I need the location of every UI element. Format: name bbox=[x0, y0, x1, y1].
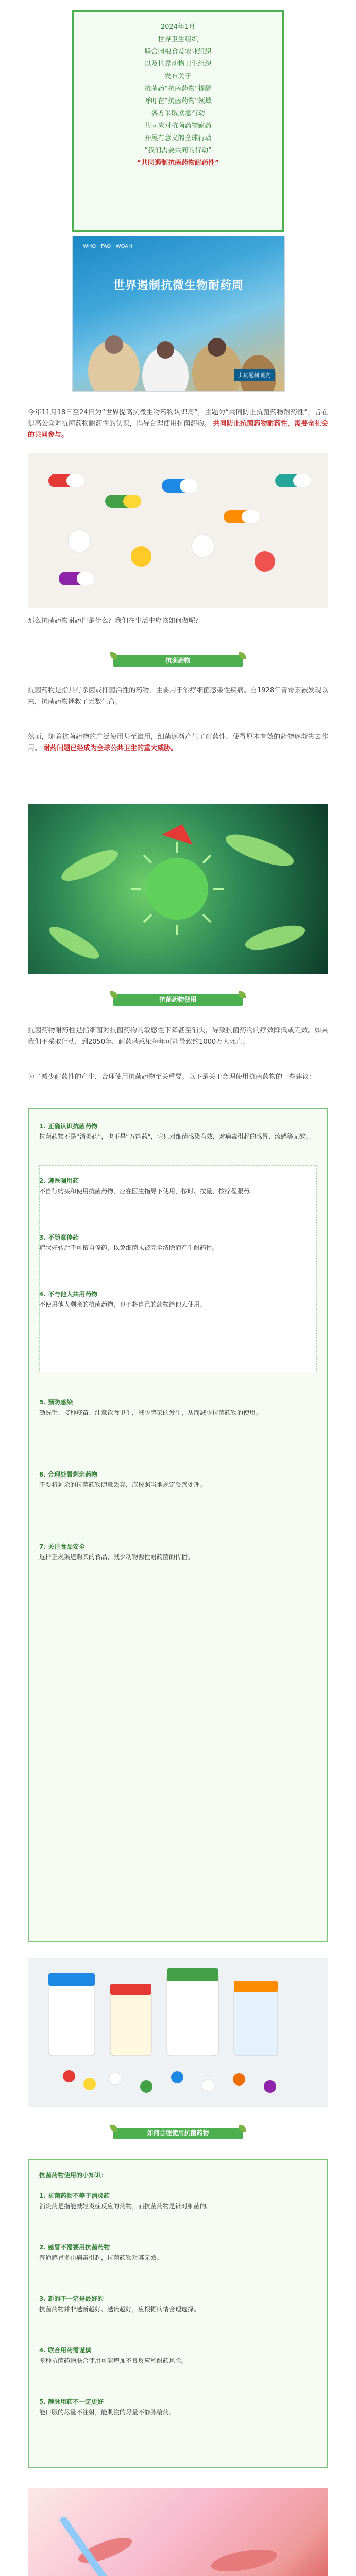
section-banner bbox=[113, 2123, 243, 2143]
guide-heading: 3. 不随意停药 bbox=[39, 1234, 79, 1241]
paragraph bbox=[28, 1072, 328, 1083]
pills-photo bbox=[28, 453, 328, 608]
tip-heading: 5. 静脉用药不一定更好 bbox=[39, 2398, 104, 2405]
organization-logos: WHO · FAO · WOAH bbox=[83, 244, 132, 249]
lab-image bbox=[28, 2488, 328, 2576]
guide-item bbox=[39, 1469, 317, 1490]
intro-text bbox=[74, 21, 282, 170]
tip-heading: 2. 感冒不需要用抗菌药物 bbox=[39, 2244, 110, 2251]
guide-heading: 7. 关注食品安全 bbox=[39, 1543, 86, 1550]
intro-line: 抗菌药“抗菌药物”提醒 bbox=[144, 85, 212, 93]
tips-intro-text: 抗菌药物使用的小知识： bbox=[39, 2172, 108, 2179]
guide-heading: 1. 正确认识抗菌药物 bbox=[39, 1123, 98, 1130]
paragraph bbox=[28, 407, 328, 441]
paragraph-text: 抗菌药物是指具有杀菌或抑菌活性的药物，主要用于治疗细菌感染性疾病。自1928年青霉素被发现以来，抗菌药物拯救了无数生命。 bbox=[28, 687, 328, 706]
guide-item bbox=[39, 1289, 317, 1310]
section-title: 抗菌药物使用 bbox=[159, 996, 197, 1003]
tip-body: 消炎药是指能减轻炎症反应的药物，而抗菌药物是针对细菌的。 bbox=[39, 2202, 213, 2210]
bacteria-illustration bbox=[28, 804, 328, 974]
tips-intro bbox=[39, 2170, 317, 2180]
cover-tag: 共同遏制 耐药 bbox=[234, 369, 275, 381]
section-banner bbox=[113, 989, 243, 1010]
medicine-bottles-illustration bbox=[28, 1958, 328, 2107]
pills-illustration bbox=[28, 453, 328, 608]
intro-line: 开展有意义的全球行动 bbox=[144, 134, 212, 142]
section-banner bbox=[113, 650, 243, 671]
guide-heading: 6. 合理处置剩余药物 bbox=[39, 1471, 98, 1478]
cover-title: 世界遏制抗微生物耐药周 bbox=[113, 279, 244, 292]
tip-body: 普通感冒多由病毒引起，抗菌药物对其无效。 bbox=[39, 2254, 163, 2261]
guide-body: 抗菌药物不是“消炎药”，也不是“万能药”，它只对细菌感染有效，对病毒引起的感冒、流感等无效。 bbox=[39, 1133, 312, 1140]
paragraph-text: 抗菌药物耐药性是指细菌对抗菌药物的敏感性下降甚至消失，导致抗菌药物的疗效降低或无效。如果我们不采取行动，到2050年，耐药菌感染每年可能导致约1000万人死亡。 bbox=[28, 1027, 328, 1046]
guide-body: 不自行购买和使用抗菌药物，应在医生指导下使用，按时、按量、按疗程服药。 bbox=[39, 1188, 256, 1195]
guide-body: 症状好转后不可擅自停药，以免细菌未被完全清除而产生耐药性。 bbox=[39, 1244, 219, 1251]
intro-line: 以及世界动物卫生组织 bbox=[144, 60, 212, 68]
guide-inner-card bbox=[39, 1165, 317, 1372]
bacteria-illustration bbox=[28, 2488, 328, 2576]
section-title: 如何合理使用抗菌药物 bbox=[147, 2129, 209, 2137]
tip-item bbox=[39, 2191, 317, 2211]
guide-item bbox=[39, 1176, 317, 1196]
guide-body: 不使用他人剩余的抗菌药物，也不将自己的药物给他人使用。 bbox=[39, 1301, 207, 1308]
tip-heading: 1. 抗菌药物不等于消炎药 bbox=[39, 2192, 110, 2199]
guide-item bbox=[39, 1232, 317, 1253]
intro-frame bbox=[72, 10, 284, 232]
paragraph-text: 今年11月18日至24日为“世界提高抗微生物药物认识周”，主题为“共同防止抗菌药物耐药性”，旨在提高公众对抗菌药物耐药性的认识，倡导合理使用抗菌药物。 bbox=[28, 409, 328, 428]
guide-item bbox=[39, 1397, 317, 1418]
tip-body: 能口服的尽量不注射，能肌注的尽量不静脉给药。 bbox=[39, 2409, 176, 2416]
tip-heading: 4. 联合用药需谨慎 bbox=[39, 2347, 92, 2354]
tip-heading: 3. 新的不一定是最好的 bbox=[39, 2295, 104, 2302]
intro-line: 2024年1月 bbox=[160, 23, 196, 31]
guide-heading: 4. 不与他人共用药物 bbox=[39, 1291, 98, 1298]
section-title: 抗菌药物 bbox=[165, 657, 191, 664]
paragraph bbox=[28, 685, 328, 708]
guide-box bbox=[28, 1108, 328, 1942]
paragraph bbox=[28, 732, 328, 754]
tip-body: 多种抗菌药物联合使用可能增加不良反应和耐药风险。 bbox=[39, 2357, 188, 2364]
guide-heading: 5. 预防感染 bbox=[39, 1399, 73, 1406]
highlight-text: 耐药问题已经成为全球公共卫生的重大威胁。 bbox=[43, 744, 178, 752]
guide-item bbox=[39, 1541, 317, 1562]
intro-line: 各方采取紧急行动 bbox=[151, 110, 205, 117]
guide-item bbox=[39, 1121, 317, 1142]
intro-line: 呼吁在“抗菌药物”领域 bbox=[144, 97, 212, 105]
cover-poster bbox=[72, 236, 285, 392]
highlight-text: 共同防止抗菌药物耐药性，需要全社会的共同参与。 bbox=[28, 420, 328, 439]
guide-heading: 2. 遵医嘱用药 bbox=[39, 1177, 79, 1184]
guide-body: 勤洗手、接种疫苗、注意饮食卫生，减少感染的发生，从而减少抗菌药物的使用。 bbox=[39, 1409, 262, 1416]
tip-item bbox=[39, 2242, 317, 2263]
pill-caption: 那么抗菌药物耐药性是什么？我们在生活中应该如何做呢？ bbox=[28, 617, 202, 625]
tip-item bbox=[39, 2397, 317, 2417]
guide-body: 选择正规渠道购买的食品，减少动物源性耐药菌的传播。 bbox=[39, 1553, 194, 1561]
bacteria-image bbox=[28, 804, 328, 974]
paragraph-text: 然而，随着抗菌药物的广泛使用甚至滥用，细菌逐渐产生了耐药性，使得原本有效的药物逐渐失去作用。 bbox=[28, 733, 328, 752]
intro-line: 联合国粮食及农业组织 bbox=[144, 48, 212, 56]
intro-line: 世界卫生组织 bbox=[158, 36, 198, 43]
paragraph bbox=[28, 1025, 328, 1048]
tip-body: 抗菌药物并非越新越好、越贵越好，应根据病情合理选择。 bbox=[39, 2306, 200, 2313]
tip-item bbox=[39, 2345, 317, 2366]
intro-line: 发布关于 bbox=[164, 73, 192, 80]
intro-line: 共同应对抗菌药物耐药 bbox=[144, 122, 212, 130]
tips-box bbox=[28, 2159, 328, 2468]
guide-body: 不要将剩余的抗菌药物随意丢弃，应按照当地规定妥善处理。 bbox=[39, 1481, 207, 1488]
tip-item bbox=[39, 2294, 317, 2314]
intro-highlight: “共同遏制抗菌药物耐药性” bbox=[137, 159, 219, 167]
intro-line: “我们需要共同的行动” bbox=[144, 147, 212, 155]
medicine-bottles-photo bbox=[28, 1958, 328, 2107]
paragraph-text: 为了减少耐药性的产生，合理使用抗菌药物至关重要。以下是关于合理使用抗菌药物的一些建议： bbox=[28, 1073, 316, 1081]
